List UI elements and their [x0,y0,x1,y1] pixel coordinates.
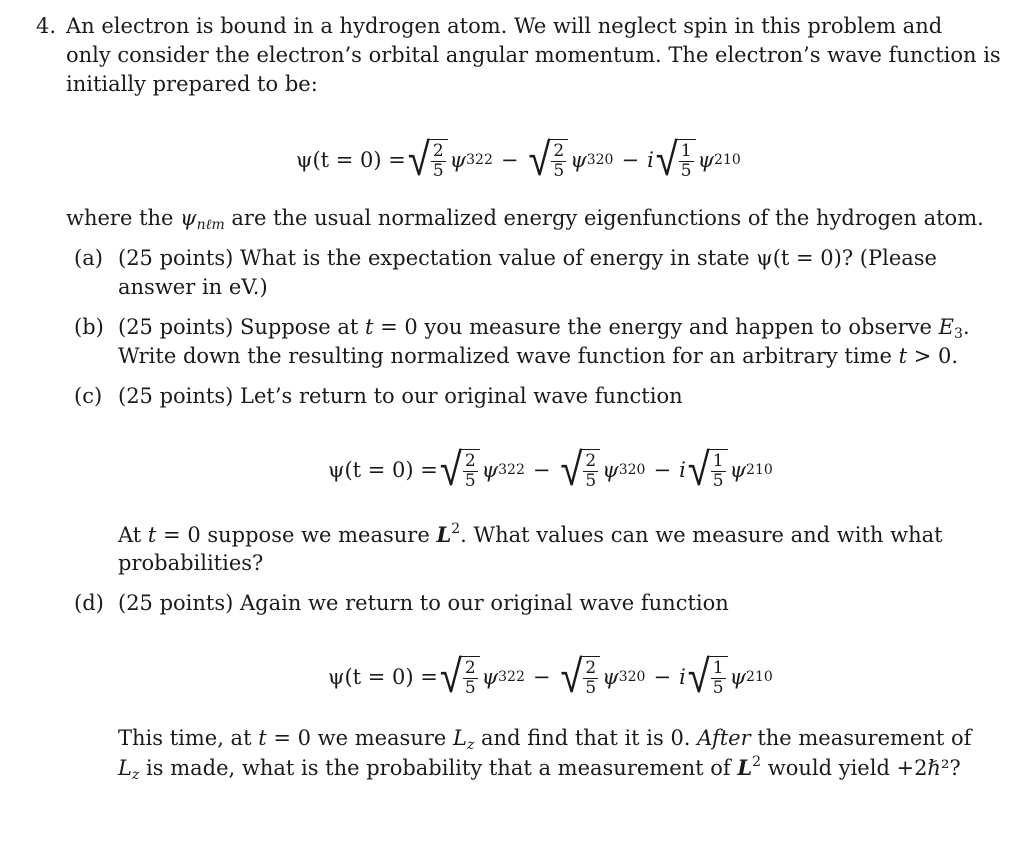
part-b-label: (b) [74,315,104,339]
eq-lhs: ψ(t = 0) = [296,148,406,172]
part-d-line-3: $L_z$ is made, what is the probability that a measurement of $L^2$ would yield +2ℏ²? [118,754,961,783]
part-c-line-1: (25 points) Let’s return to our original wave function [118,384,683,408]
part-d-line-1: (25 points) Again we return to our original wave function [118,591,729,615]
part-a-label: (a) [74,246,103,270]
wave-function-equation-1: ψ(t = 0) = √ $\frac{2}{5}$ ψ 322 − √ $\frac{2}{5}$ ψ 320 − i √ $\frac{1}{5}$ ψ 210 [296,133,741,187]
part-c-label: (c) [74,384,103,408]
part-a-line-1: (25 points) What is the expectation value of energy in state ψ(t = 0)? (Please [118,246,937,270]
wave-function-equation-2: ψ(t = 0) = √ $\frac{2}{5}$ ψ 322 − √ $\frac{2}{5}$ ψ 320 − i √ $\frac{1}{5}$ ψ 210 [328,443,773,497]
intro-line-2: only consider the electron’s orbital angular momentum. The electron’s wave function is [66,43,1001,67]
part-d-line-2: This time, at t = 0 we measure $L_z$ and find that it is 0. After the measurement of [118,726,972,753]
sqrt-term-3: √ $\frac{1}{5}$ [656,139,696,181]
wave-function-equation-3: ψ(t = 0) = √ $\frac{2}{5}$ ψ 322 − √ $\frac{2}{5}$ ψ 320 − i √ $\frac{1}{5}$ ψ 210 [328,650,773,704]
intro-line-3: initially prepared to be: [66,72,318,96]
sqrt-term-1: √ $\frac{2}{5}$ [408,139,448,181]
sqrt-term-2: √ $\frac{2}{5}$ [528,139,568,181]
part-d-label: (d) [74,591,104,615]
intro-line-1: An electron is bound in a hydrogen atom. We will neglect spin in this problem and [66,14,943,38]
part-b-line-2: Write down the resulting normalized wave function for an arbitrary time t > 0. [118,344,959,368]
where-line: where the $\psi_{n\ell m}$ are the usual normalized energy eigenfunctions of the hydrogen atom. [66,206,984,233]
part-c-line-2: At t = 0 suppose we measure $L^2$. What values can we measure and with what [118,521,943,547]
problem-number: 4. [36,14,57,38]
part-a-line-2: answer in eV.) [118,275,268,299]
part-c-line-3: probabilities? [118,551,264,575]
part-b-line-1: (25 points) Suppose at t = 0 you measure the energy and happen to observe $E_3$. [118,315,970,342]
